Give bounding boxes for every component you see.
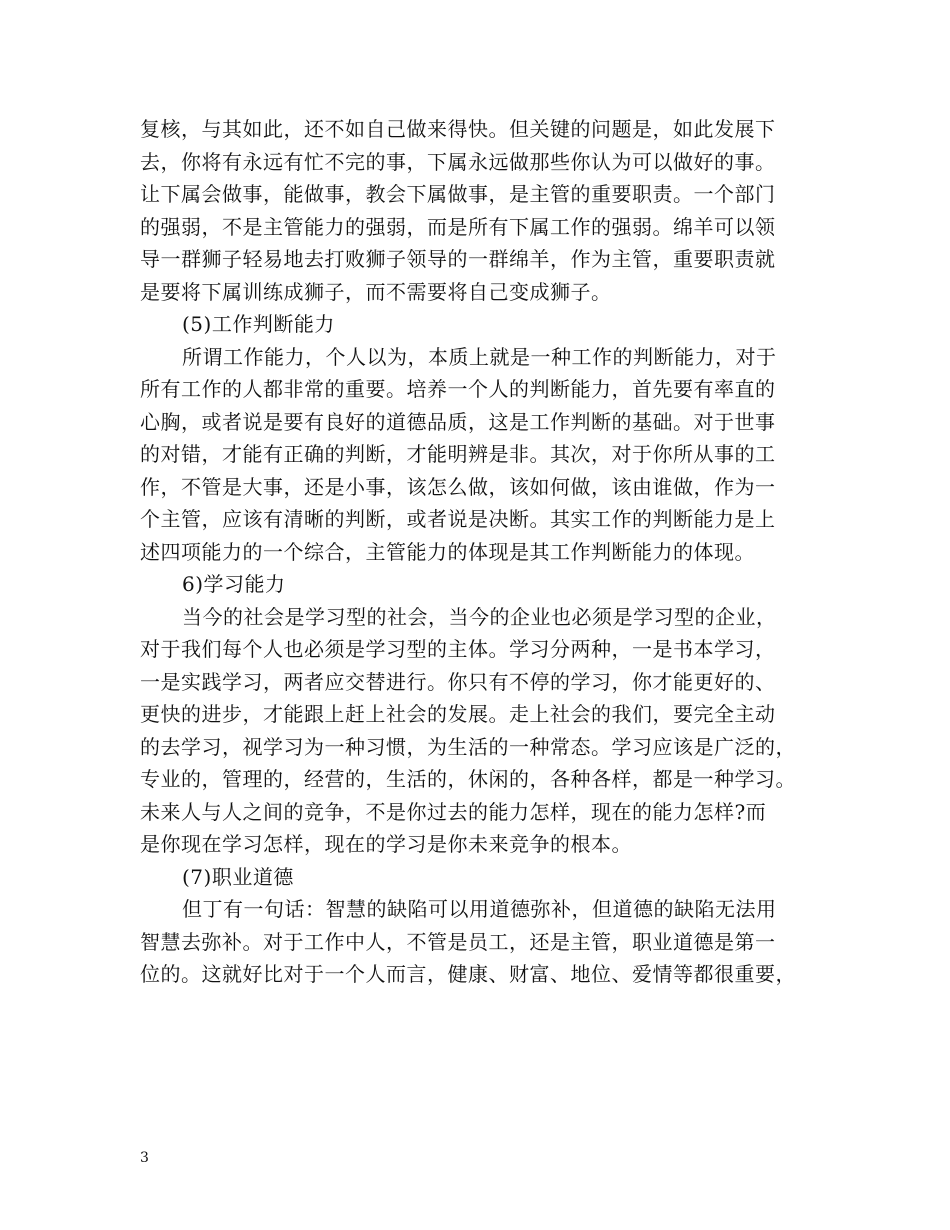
text-line: 的对错，才能有正确的判断，才能明辨是非。其次，对于你所从事的工 [140, 442, 776, 466]
text-line: 但丁有一句话：智慧的缺陷可以用道德弥补，但道德的缺陷无法用 [182, 897, 777, 921]
body-text [140, 113, 830, 991]
text-line: 6)学习能力 [182, 572, 286, 596]
text-line: 对于我们每个人也必须是学习型的主体。学习分两种，一是书本学习， [140, 637, 776, 661]
text-line: 所谓工作能力，个人以为，本质上就是一种工作的判断能力，对于 [182, 344, 777, 369]
text-line: 的去学习，视学习为一种习惯，为生活的一种常态。学习应该是广泛的， [140, 734, 796, 759]
page-number: 3 [140, 1150, 149, 1166]
text-line: 一是实践学习，两者应交替进行。你只有不停的学习，你才能更好的、 [140, 669, 776, 694]
text-line: 个主管，应该有清晰的判断，或者说是决断。其实工作的判断能力是上 [140, 507, 776, 531]
text-line: 导一群狮子轻易地去打败狮子领导的一群绵羊，作为主管，重要职责就 [140, 247, 776, 271]
text-line: 复核，与其如此，还不如自己做来得快。但关键的问题是，如此发展下 [140, 117, 776, 141]
text-line: 专业的，管理的，经营的，生活的，休闲的，各种各样，都是一种学习。 [140, 767, 796, 791]
text-line: 是要将下属训练成狮子，而不需要将自己变成狮子。 [140, 279, 612, 304]
text-line: 智慧去弥补。对于工作中人，不管是员工，还是主管，职业道德是第一 [140, 929, 776, 954]
text-line: 的强弱，不是主管能力的强弱，而是所有下属工作的强弱。绵羊可以领 [140, 214, 776, 239]
text-line: (5)工作判断能力 [182, 312, 335, 336]
text-line: 是你现在学习怎样，现在的学习是你未来竞争的根本。 [140, 832, 632, 856]
text-line: 作，不管是大事，还是小事，该怎么做，该如何做，该由谁做，作为一 [140, 474, 776, 499]
text-line: 更快的进步，才能跟上赶上社会的发展。走上社会的我们，要完全主动 [140, 702, 776, 726]
text-line: 位的。这就好比对于一个人而言，健康、财富、地位、爱情等都很重要， [140, 962, 796, 986]
text-line: 所有工作的人都非常的重要。培养一个人的判断能力，首先要有率直的 [140, 377, 776, 401]
text-line: 未来人与人之间的竞争，不是你过去的能力怎样，现在的能力怎样?而 [140, 799, 767, 824]
text-line: 当今的社会是学习型的社会，当今的企业也必须是学习型的企业， [182, 604, 777, 629]
text-line: 心胸，或者说是要有良好的道德品质，这是工作判断的基础。对于世事 [140, 409, 776, 434]
text-line: 去，你将有永远有忙不完的事，下属永远做那些你认为可以做好的事。 [140, 149, 776, 174]
text-line: 让下属会做事，能做事，教会下属做事，是主管的重要职责。一个部门 [140, 182, 776, 206]
text-line: (7)职业道德 [182, 864, 294, 889]
text-line: 述四项能力的一个综合，主管能力的体现是其工作判断能力的体现。 [140, 539, 755, 564]
